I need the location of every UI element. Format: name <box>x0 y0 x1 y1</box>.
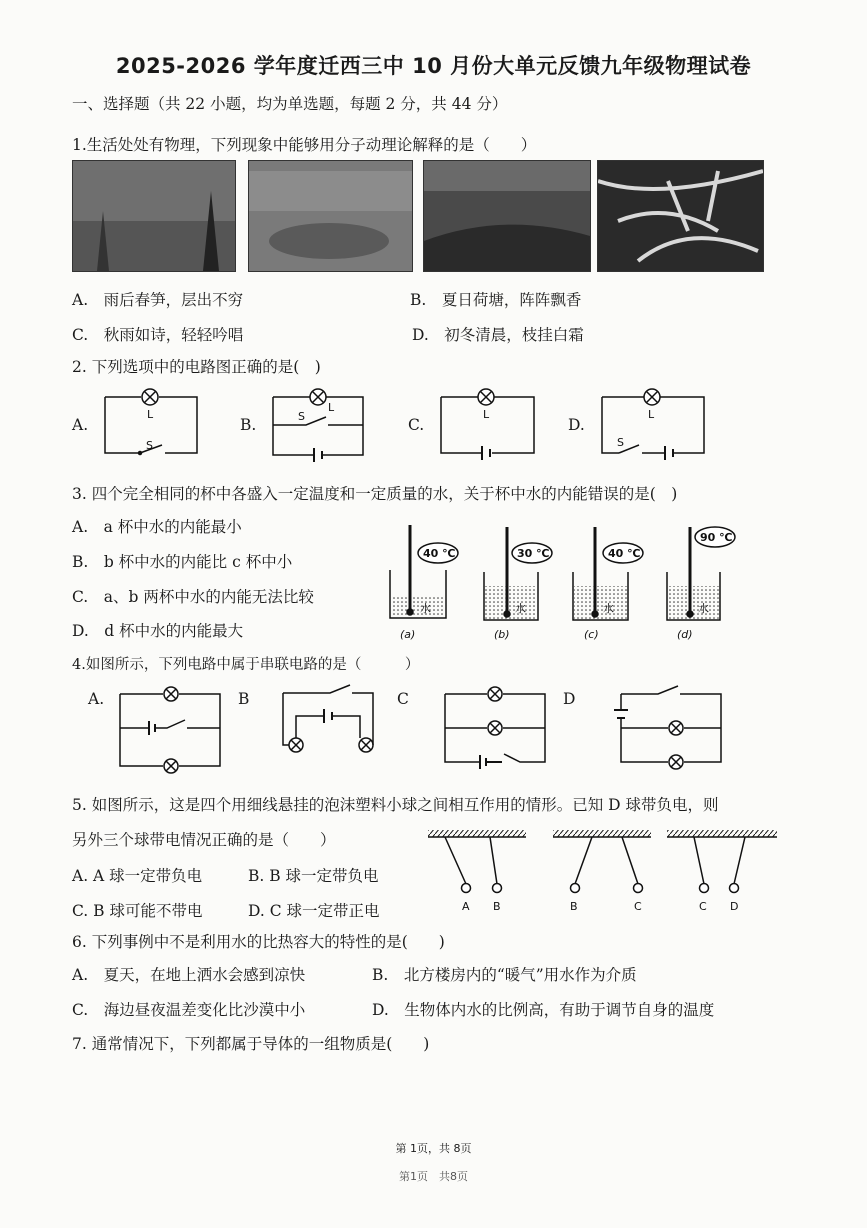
ball-label-d: D <box>730 900 739 913</box>
svg-text:水: 水 <box>515 602 526 615</box>
svg-text:S: S <box>617 436 624 449</box>
q6-option-d: D. 生物体内水的比例高，有助于调节自身的温度 <box>372 1001 715 1019</box>
cup-c-label: (c) <box>584 628 599 641</box>
q2-circuit-c <box>436 385 540 465</box>
q5-option-d: D. C 球一定带正电 <box>248 902 380 920</box>
q7-stem: 7. 通常情况下，下列都属于导体的一组物质是( ) <box>72 1035 430 1053</box>
q1-photo-d <box>597 160 764 272</box>
q1-photo-a <box>72 160 236 272</box>
svg-text:S: S <box>298 410 305 423</box>
q5-stem-line2: 另外三个球带电情况正确的是（ ） <box>72 831 336 849</box>
cup-d-label: (d) <box>677 628 693 641</box>
q3-option-c: C. a、b 两杯中水的内能无法比较 <box>72 588 314 606</box>
q1-stem: 1.生活处处有物理，下列现象中能够用分子动理论解释的是（ ） <box>72 136 537 154</box>
q2-circuit-a <box>100 385 210 465</box>
q4-option-d: D <box>563 690 576 708</box>
q4-option-b: B <box>238 690 250 708</box>
q4-circuit-a <box>115 686 225 776</box>
q5-option-a: A. A 球一定带负电 <box>72 867 203 885</box>
q4-circuit-d <box>616 686 726 776</box>
q2-option-b: B. <box>240 416 257 434</box>
q5-option-b: B. B 球一定带负电 <box>248 867 379 885</box>
page-number: 第 1页，共 8页 <box>395 1142 472 1155</box>
lamp-label: L <box>147 408 154 421</box>
cup-a-temp: 40 ℃ <box>423 547 456 560</box>
q6-option-b: B. 北方楼房内的“暖气”用水作为介质 <box>372 966 637 984</box>
q1-option-d: D. 初冬清晨，枝挂白霜 <box>412 326 584 344</box>
cup-a-label: (a) <box>400 628 416 641</box>
q5-stem-line1: 5. 如图所示，这是四个用细线悬挂的泡沫塑料小球之间相互作用的情形。已知 D 球带负电，则 <box>72 796 719 814</box>
q3-option-b: B. b 杯中水的内能比 c 杯中小 <box>72 553 293 571</box>
q2-circuit-b <box>268 385 368 465</box>
q2-option-a: A. <box>72 416 89 434</box>
q6-option-c: C. 海边昼夜温差变化比沙漠中小 <box>72 1001 306 1019</box>
cup-c-temp: 40 ℃ <box>608 547 641 560</box>
svg-text:水: 水 <box>420 602 431 615</box>
svg-text:L: L <box>483 408 490 421</box>
q4-option-a: A. <box>88 690 105 708</box>
q1-option-c: C. 秋雨如诗，轻轻吟唱 <box>72 326 244 344</box>
section-heading: 一、选择题（共 22 小题，均为单选题，每题 2 分，共 44 分） <box>72 95 508 113</box>
ball-label-c: C <box>634 900 642 913</box>
q3-stem: 3. 四个完全相同的杯中各盛入一定温度和一定质量的水，关于杯中水的内能错误的是( ) <box>72 485 678 503</box>
ball-label-b: B <box>493 900 501 913</box>
q2-circuit-d <box>597 385 709 465</box>
ball-label-a: A <box>462 900 470 913</box>
q4-stem: 4.如图所示，下列电路中属于串联电路的是（ ） <box>72 657 420 673</box>
switch-label: S <box>146 439 153 452</box>
q2-option-d: D. <box>568 416 585 434</box>
svg-text:L: L <box>648 408 655 421</box>
q5-balls-figure <box>425 828 785 916</box>
q5-option-c: C. B 球可能不带电 <box>72 902 203 920</box>
q1-photo-b <box>248 160 413 272</box>
cup-d-temp: 90 ℃ <box>700 531 733 544</box>
q3-cups-figure <box>380 520 740 645</box>
q3-option-d: D. d 杯中水的内能最大 <box>72 622 244 640</box>
q1-option-b: B. 夏日荷塘，阵阵飘香 <box>410 291 582 309</box>
svg-text:L: L <box>328 401 335 414</box>
svg-text:水: 水 <box>603 602 614 615</box>
q1-option-a: A. 雨后春笋，层出不穷 <box>72 291 244 309</box>
q4-circuit-b <box>278 688 378 758</box>
ball-label-c2: C <box>699 900 707 913</box>
q4-option-c: C <box>397 690 409 708</box>
cup-b-temp: 30 ℃ <box>517 547 550 560</box>
q6-stem: 6. 下列事例中不是利用水的比热容大的特性的是( ) <box>72 933 445 951</box>
svg-text:水: 水 <box>698 602 709 615</box>
q3-option-a: A. a 杯中水的内能最小 <box>72 518 242 536</box>
q6-option-a: A. 夏天，在地上洒水会感到凉快 <box>72 966 306 984</box>
page-footer-faint: 第1页 共8页 <box>399 1170 468 1183</box>
cup-b-label: (b) <box>494 628 510 641</box>
q1-photo-c <box>423 160 591 272</box>
exam-title: 2025-2026 学年度迁西三中 10 月份大单元反馈九年级物理试卷 <box>115 54 752 78</box>
q2-stem: 2. 下列选项中的电路图正确的是( ) <box>72 358 321 376</box>
q4-circuit-c <box>440 686 550 776</box>
q2-option-c: C. <box>408 416 425 434</box>
ball-label-b2: B <box>570 900 578 913</box>
